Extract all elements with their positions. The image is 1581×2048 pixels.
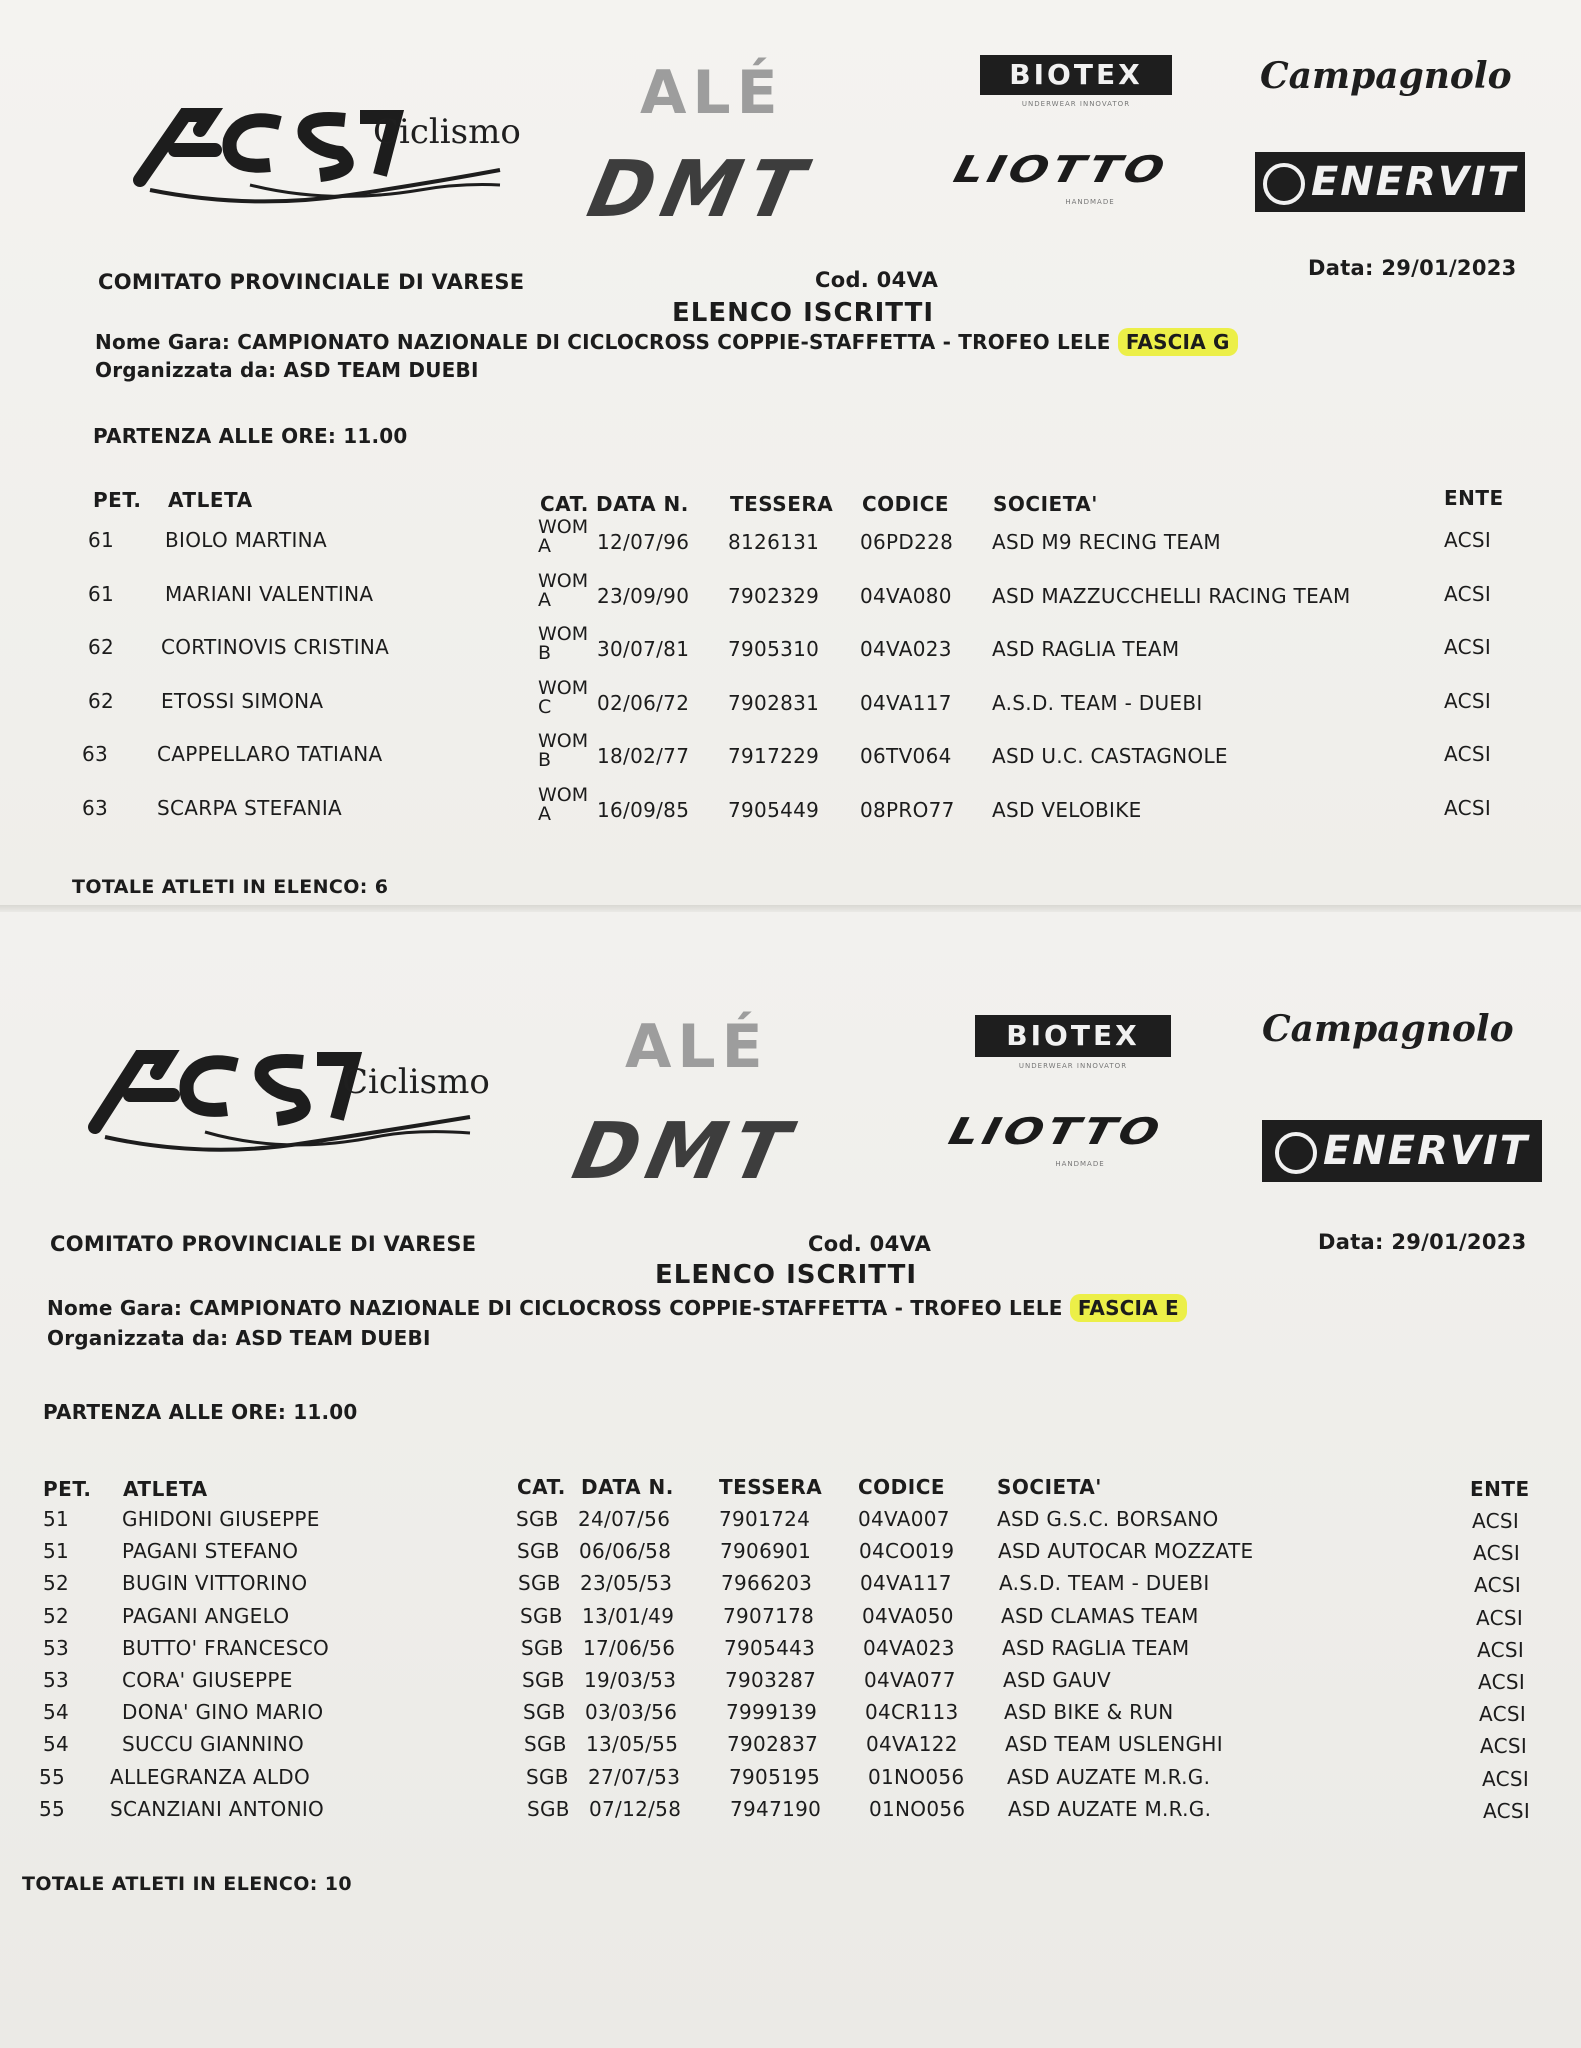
cell-tessera: 7917229 <box>728 744 820 768</box>
cell-atleta: DONA' GINO MARIO <box>122 1700 324 1724</box>
page-title: ELENCO ISCRITTI <box>655 1260 917 1290</box>
col-tessera: TESSERA <box>730 492 834 516</box>
cell-ente: ACSI <box>1478 1670 1526 1694</box>
col-cat: CAT. <box>517 1475 566 1499</box>
cell-pet: 52 <box>43 1604 70 1628</box>
cell-ente: ACSI <box>1473 1541 1521 1565</box>
cell-atleta: CORTINOVIS CRISTINA <box>161 635 390 659</box>
cell-data-n: 07/12/58 <box>589 1797 682 1821</box>
cell-atleta: PAGANI ANGELO <box>122 1604 290 1628</box>
cell-atleta: BUGIN VITTORINO <box>122 1571 308 1595</box>
enervit-mark-icon <box>1275 1132 1317 1174</box>
cell-atleta: CORA' GIUSEPPE <box>122 1668 293 1692</box>
fascia-highlight: FASCIA G <box>1118 328 1238 356</box>
cell-tessera: 7999139 <box>726 1700 818 1724</box>
cell-tessera: 7902831 <box>728 691 820 715</box>
nome-gara <box>95 330 1238 354</box>
cell-societa: A.S.D. TEAM - DUEBI <box>999 1571 1210 1595</box>
cell-tessera: 7947190 <box>730 1797 822 1821</box>
organizzata: Organizzata da: ASD TEAM DUEBI <box>47 1326 431 1350</box>
partenza: PARTENZA ALLE ORE: 11.00 <box>43 1400 358 1424</box>
cell-data-n: 18/02/77 <box>597 744 690 768</box>
cell-cat: SGB <box>517 1539 560 1563</box>
acsi-logo <box>85 1037 485 1167</box>
cell-codice: 04VA080 <box>860 584 952 608</box>
cell-ente: ACSI <box>1444 635 1492 659</box>
cell-codice: 08PRO77 <box>860 798 955 822</box>
cell-cat: SGB <box>524 1732 567 1756</box>
cell-data-n: 06/06/58 <box>579 1539 672 1563</box>
cell-cat-line1: WOM <box>538 623 589 645</box>
cell-data-n: 13/01/49 <box>582 1604 675 1628</box>
cell-codice: 06PD228 <box>860 530 954 554</box>
cell-codice: 04VA023 <box>860 637 952 661</box>
col-ente: ENTE <box>1444 486 1504 510</box>
cell-cat-line2: A <box>538 803 551 825</box>
enervit-text: ENERVIT <box>1322 1128 1530 1174</box>
cell-cat-line1: WOM <box>538 784 589 806</box>
cell-cat-line2: A <box>538 589 551 611</box>
cell-cat: SGB <box>516 1507 559 1531</box>
cell-pet: 54 <box>43 1732 70 1756</box>
col-ente: ENTE <box>1470 1477 1530 1501</box>
cell-ente: ACSI <box>1479 1702 1527 1726</box>
cell-data-n: 19/03/53 <box>584 1668 677 1692</box>
cell-codice: 04VA023 <box>863 1636 955 1660</box>
organizzata: Organizzata da: ASD TEAM DUEBI <box>95 358 479 382</box>
cell-pet: 55 <box>39 1765 66 1789</box>
nome-gara-text: Nome Gara: CAMPIONATO NAZIONALE DI CICLOCROSS COPPIE-STAFFETTA - TROFEO LELE <box>95 330 1111 354</box>
cell-cat-line2: B <box>538 642 552 664</box>
cell-pet: 61 <box>88 528 115 552</box>
cell-pet: 52 <box>43 1571 70 1595</box>
cell-tessera: 7905443 <box>724 1636 816 1660</box>
enervit-mark-icon <box>1263 163 1305 205</box>
cell-data-n: 30/07/81 <box>597 637 690 661</box>
cell-tessera: 7903287 <box>725 1668 817 1692</box>
cell-tessera: 7906901 <box>720 1539 812 1563</box>
cell-codice: 04VA077 <box>864 1668 956 1692</box>
col-atleta: ATLETA <box>123 1477 208 1501</box>
cell-cat-line1: WOM <box>538 570 589 592</box>
cell-ente: ACSI <box>1444 796 1492 820</box>
data-date: Data: 29/01/2023 <box>1318 1230 1527 1254</box>
cell-societa: ASD AUZATE M.R.G. <box>1008 1797 1212 1821</box>
sheet-fascia-e <box>0 912 1581 2048</box>
ciclismo-text: Ciclismo <box>373 112 521 152</box>
cell-ente: ACSI <box>1483 1799 1531 1823</box>
cell-ente: ACSI <box>1444 689 1492 713</box>
biotex-logo: BIOTEX <box>980 55 1172 95</box>
cell-codice: 04VA117 <box>860 691 952 715</box>
liotto-tagline: HANDMADE <box>1055 1160 1105 1168</box>
col-tessera: TESSERA <box>719 1475 823 1499</box>
cell-tessera: 7907178 <box>723 1604 815 1628</box>
biotex-tagline: UNDERWEAR INNOVATOR <box>1021 100 1131 108</box>
cell-ente: ACSI <box>1444 528 1492 552</box>
col-societa: SOCIETA' <box>993 492 1098 516</box>
cell-pet: 54 <box>43 1700 70 1724</box>
cell-ente: ACSI <box>1480 1734 1528 1758</box>
page-title: ELENCO ISCRITTI <box>672 298 934 328</box>
cell-societa: ASD AUTOCAR MOZZATE <box>998 1539 1254 1563</box>
cell-atleta: ETOSSI SIMONA <box>161 689 324 713</box>
cell-cat <box>538 518 588 556</box>
cell-ente: ACSI <box>1444 742 1492 766</box>
cell-ente: ACSI <box>1476 1606 1524 1630</box>
cell-atleta: BIOLO MARTINA <box>165 528 327 552</box>
cell-cat: SGB <box>522 1668 565 1692</box>
cell-ente: ACSI <box>1444 582 1492 606</box>
cell-societa: ASD TEAM USLENGHI <box>1005 1732 1223 1756</box>
cell-data-n: 27/07/53 <box>588 1765 681 1789</box>
cell-cat: SGB <box>526 1765 569 1789</box>
cell-cat <box>538 572 588 610</box>
cell-tessera: 7905195 <box>729 1765 821 1789</box>
cell-pet: 62 <box>88 689 115 713</box>
cell-ente: ACSI <box>1477 1638 1525 1662</box>
col-cat: CAT. <box>540 492 589 516</box>
cell-ente: ACSI <box>1482 1767 1530 1791</box>
cell-pet: 51 <box>43 1507 70 1531</box>
cell-tessera: 8126131 <box>728 530 820 554</box>
cell-tessera: 7901724 <box>719 1507 811 1531</box>
cell-cat-line1: WOM <box>538 516 589 538</box>
cell-pet: 53 <box>43 1636 70 1660</box>
cell-pet: 62 <box>88 635 115 659</box>
ciclismo-text: Ciclismo <box>342 1062 490 1102</box>
cell-data-n: 13/05/55 <box>586 1732 679 1756</box>
cell-ente: ACSI <box>1474 1573 1522 1597</box>
cell-codice: 01NO056 <box>868 1765 965 1789</box>
cell-data-n: 12/07/96 <box>597 530 690 554</box>
cell-codice: 04CO019 <box>859 1539 955 1563</box>
cell-data-n: 16/09/85 <box>597 798 690 822</box>
nome-gara <box>47 1296 1187 1320</box>
cell-tessera: 7905449 <box>728 798 820 822</box>
cell-data-n: 02/06/72 <box>597 691 690 715</box>
biotex-tagline: UNDERWEAR INNOVATOR <box>1018 1062 1128 1070</box>
cell-codice: 06TV064 <box>860 744 952 768</box>
cell-codice: 04VA117 <box>860 1571 952 1595</box>
cell-societa: ASD RAGLIA TEAM <box>1002 1636 1190 1660</box>
cell-societa: ASD AUZATE M.R.G. <box>1007 1765 1211 1789</box>
cod: Cod. 04VA <box>808 1232 932 1256</box>
comitato: COMITATO PROVINCIALE DI VARESE <box>98 270 525 294</box>
cell-cat: SGB <box>518 1571 561 1595</box>
cell-pet: 63 <box>82 796 109 820</box>
cell-data-n: 03/03/56 <box>585 1700 678 1724</box>
cell-societa: ASD U.C. CASTAGNOLE <box>992 744 1228 768</box>
cell-cat: SGB <box>523 1700 566 1724</box>
cell-societa: ASD CLAMAS TEAM <box>1001 1604 1199 1628</box>
enervit-logo <box>1255 152 1525 212</box>
enervit-text: ENERVIT <box>1310 159 1518 205</box>
cell-pet: 51 <box>43 1539 70 1563</box>
cell-societa: A.S.D. TEAM - DUEBI <box>992 691 1203 715</box>
cell-atleta: SCANZIANI ANTONIO <box>110 1797 325 1821</box>
liotto-logo: LIOTTO <box>949 147 1173 191</box>
cell-societa: ASD MAZZUCCHELLI RACING TEAM <box>992 584 1351 608</box>
cell-cat-line2: B <box>538 749 552 771</box>
cell-societa: ASD G.S.C. BORSANO <box>997 1507 1219 1531</box>
cell-societa: ASD RAGLIA TEAM <box>992 637 1180 661</box>
ale-logo: ALÉ <box>640 58 784 128</box>
nome-gara-text: Nome Gara: CAMPIONATO NAZIONALE DI CICLOCROSS COPPIE-STAFFETTA - TROFEO LELE <box>47 1296 1063 1320</box>
cell-atleta: ALLEGRANZA ALDO <box>110 1765 311 1789</box>
cell-tessera: 7966203 <box>721 1571 813 1595</box>
cell-societa: ASD BIKE & RUN <box>1004 1700 1174 1724</box>
partenza: PARTENZA ALLE ORE: 11.00 <box>93 424 408 448</box>
cell-codice: 01NO056 <box>869 1797 966 1821</box>
cell-cat: SGB <box>527 1797 570 1821</box>
cell-cat <box>538 679 588 717</box>
cell-atleta: PAGANI STEFANO <box>122 1539 299 1563</box>
cell-societa: ASD VELOBIKE <box>992 798 1142 822</box>
cell-tessera: 7902329 <box>728 584 820 608</box>
biotex-logo: BIOTEX <box>975 1015 1171 1057</box>
campagnolo-logo: Campagnolo <box>1262 1008 1514 1050</box>
cell-data-n: 23/09/90 <box>597 584 690 608</box>
cell-cat-line2: A <box>538 535 551 557</box>
cod: Cod. 04VA <box>815 268 939 292</box>
col-data-n: DATA N. <box>596 492 689 516</box>
cell-atleta: SCARPA STEFANIA <box>157 796 342 820</box>
cell-cat <box>538 732 588 770</box>
comitato: COMITATO PROVINCIALE DI VARESE <box>50 1232 477 1256</box>
cell-societa: ASD M9 RECING TEAM <box>992 530 1221 554</box>
campagnolo-logo: Campagnolo <box>1260 55 1512 97</box>
cell-cat <box>538 625 588 663</box>
cell-ente: ACSI <box>1472 1509 1520 1533</box>
cell-codice: 04VA050 <box>862 1604 954 1628</box>
data-date: Data: 29/01/2023 <box>1308 256 1517 280</box>
cell-pet: 61 <box>88 582 115 606</box>
fascia-highlight: FASCIA E <box>1070 1294 1187 1322</box>
enervit-logo <box>1262 1120 1542 1182</box>
cell-cat: SGB <box>520 1604 563 1628</box>
cell-tessera: 7905310 <box>728 637 820 661</box>
cell-tessera: 7902837 <box>727 1732 819 1756</box>
cell-codice: 04VA122 <box>866 1732 958 1756</box>
cell-atleta: MARIANI VALENTINA <box>165 582 374 606</box>
col-pet: PET. <box>43 1477 92 1501</box>
cell-data-n: 23/05/53 <box>580 1571 673 1595</box>
cell-atleta: CAPPELLARO TATIANA <box>157 742 383 766</box>
dmt-logo: DMT <box>580 145 820 235</box>
cell-atleta: GHIDONI GIUSEPPE <box>122 1507 320 1531</box>
cell-codice: 04CR113 <box>865 1700 959 1724</box>
cell-pet: 63 <box>82 742 109 766</box>
cell-codice: 04VA007 <box>858 1507 950 1531</box>
col-societa: SOCIETA' <box>997 1475 1102 1499</box>
liotto-logo: LIOTTO <box>944 1109 1168 1153</box>
dmt-logo: DMT <box>565 1107 805 1197</box>
cell-pet: 55 <box>39 1797 66 1821</box>
cell-cat-line1: WOM <box>538 677 589 699</box>
cell-cat: SGB <box>521 1636 564 1660</box>
cell-data-n: 24/07/56 <box>578 1507 671 1531</box>
cell-atleta: SUCCU GIANNINO <box>122 1732 305 1756</box>
cell-cat-line2: C <box>538 696 552 718</box>
col-codice: CODICE <box>862 492 950 516</box>
cell-atleta: BUTTO' FRANCESCO <box>122 1636 330 1660</box>
liotto-tagline: HANDMADE <box>1065 198 1115 206</box>
ale-logo: ALÉ <box>625 1012 769 1082</box>
cell-pet: 53 <box>43 1668 70 1692</box>
col-codice: CODICE <box>858 1475 946 1499</box>
cell-data-n: 17/06/56 <box>583 1636 676 1660</box>
totale-atleti: TOTALE ATLETI IN ELENCO: 10 <box>22 1873 353 1895</box>
col-pet: PET. <box>93 488 142 512</box>
cell-societa: ASD GAUV <box>1003 1668 1112 1692</box>
cell-cat-line1: WOM <box>538 730 589 752</box>
col-data-n: DATA N. <box>581 1475 674 1499</box>
cell-cat <box>538 786 588 824</box>
col-atleta: ATLETA <box>168 488 253 512</box>
sheet-fascia-g <box>0 0 1581 910</box>
totale-atleti: TOTALE ATLETI IN ELENCO: 6 <box>72 876 389 898</box>
